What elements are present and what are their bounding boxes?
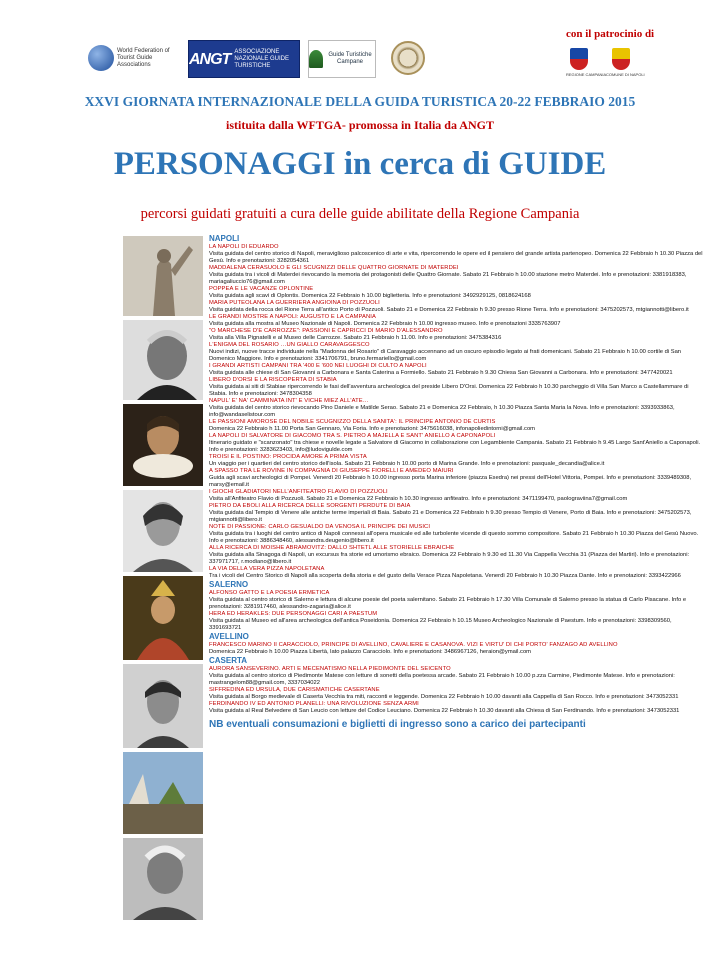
event-title: LA VIA DELLA VERA PIZZA NAPOLETANA (209, 566, 325, 572)
logo-strip (88, 40, 428, 80)
event-description: Visita alla Villa Pignatelli e al Museo delle Carrozze. Sabato 21 Febbraio h 11.00. Info e prenotazioni: 3475384316 (209, 335, 502, 341)
events-list (209, 234, 705, 731)
event-description: Domenica 22 Febbraio h 11.00 Porta San Gennaro, Via Foria. Info e prenotazioni: 3475616038, infonapoliedintorni@gmail.com (209, 426, 535, 432)
event-description: Domenica 22 Febbraio h 10.00 Piazza Libertà, lato palazzo Caracciolo. Info e prenotazioni: 3486967126, heraion@ymail.com (209, 649, 532, 655)
event-title: FERDINANDO IV ED ANTONIO PLANELLI: UNA RIVOLUZIONE SENZA ARMI (209, 701, 419, 707)
portrait-photo-2 (123, 404, 203, 486)
seal-icon (391, 41, 425, 75)
event-description: Visita guidata dal Tempio di Venere alle antiche terme imperiali di Baia. Sabato 21 e Domenica 22 Febbraio h 9.30 presso Tempio di Venere, Porto di Baia. Info e prenotazioni: 3475202573, mtgiannotti@libero.it (209, 510, 692, 523)
portrait-photo-5 (123, 838, 203, 920)
event-subheading: istituita dalla WFTGA- promossa in Italia da ANGT (226, 118, 494, 132)
event-description: Visita guidata del centro storico rievocando Pino Daniele e Matilde Serao. Sabato 21 e Domenica 22 Febbraio, h 10.30 Piazza Santa Maria la Nova. Info e prenotazioni: 3393933863, info@wandaselistour.com (209, 405, 675, 418)
event-title: AURORA SANSEVERINO. ARTI E MECENATISMO NELLA PIEDIMONTE DEL SEICENTO (209, 666, 451, 672)
angt-mark: ANGT (189, 50, 231, 68)
event-title: L'ENIGMA DEL ROSARIO …UN GIALLO CARAVAGGESCO (209, 342, 370, 348)
wftga-logo (88, 40, 180, 76)
event-title: TROISI E IL POSTINO: PROCIDA AMORE A PRIMA VISTA (209, 454, 367, 460)
event-title: I GRANDI ARTISTI CAMPANI TRA '400 E '600 NEI LUOGHI DI CULTO A NAPOLI (209, 363, 427, 369)
event-title: LE PASSIONI AMOROSE DEL NOBILE SCUGNIZZO DELLA SANITA': IL PRINCIPE ANTONIO DE CURTIS (209, 419, 496, 425)
regione-campania-crest-icon (570, 48, 588, 70)
event-title: LA NAPOLI DI EDUARDO (209, 244, 279, 250)
event-description: Visita guidata alla mostra al Museo Nazionale di Napoli. Domenica 22 Febbraio h 10.00 ingresso museo. Info e prenotazioni 3335763907 (209, 321, 561, 327)
event-description: Visita guidata al centro storico di Salerno e lettura di alcune poesie del poeta salernitano. Sabato 21 Febbraio h 17.30 Villa Comunale di Salerno presso la statua di Carlo Pisacane. Info e prenotazioni: 3281917460, alessandro-zagaria@alice.it (209, 597, 687, 610)
event-description: Visita guidata alla Sinagoga di Napoli, un excursus fra storie ed umorismo ebraico. Domenica 22 Febbraio h 9.30 ed 11.30 Via Cappella Vecchia 31 (Piazza dei Martiri). Info e prenotazioni: 337971717, r.modiano@libero.it (209, 552, 690, 565)
region-heading: CASERTA (209, 656, 248, 665)
event-title: NAPUL' E' NA' CAMMINATA INT' E VICHE MIEZ ALL'ATE… (209, 398, 369, 404)
event-title: LA NAPOLI DI SALVATORE DI GIACOMO TRA S. PIETRO A MAJELLA E SANT' ANIELLO A CAPONAPOLI (209, 433, 496, 439)
event-title: FRANCESCO MARINO II CARACCIOLO, PRINCIPE DI AVELLINO, CAVALIERE E CASANOVA. VIZI E VIRTU' DI CHI PORTO' FANZAGO AD AVELLINO (209, 642, 618, 648)
portrait-photo-3 (123, 490, 203, 572)
tree-icon (309, 50, 323, 68)
event-title: SIFFREDINA ED URSULA, DUE CARISMATICHE CASERTANE (209, 687, 380, 693)
event-description: Guida agli scavi archeologici di Pompei. Venerdì 20 Febbraio h 10.00 ingresso porta Marina inferiore (piazza Esedra) nei pressi dell'Hotel Vittoria, Pompei. Info e prenotazioni: 3339489308, marsy@email.it (209, 475, 692, 488)
comune-napoli-label: COMUNE DI NAPOLI (606, 72, 645, 77)
event-description: Un viaggio per i quartieri del centro storico dell'isola. Sabato 21 Febbraio h 10.00 porto di Marina Grande. Info e prenotazioni: pasquale_decandia@alice.it (209, 461, 605, 467)
angt-logo (188, 40, 300, 78)
footer-note: NB eventuali consumazioni e biglietti di ingresso sono a carico dei partecipanti (209, 719, 586, 730)
event-title: MARIA PUTEOLANA LA GUERRIERA ANGIOINA DI POZZUOLI (209, 300, 380, 306)
event-description: Visita guidata tra i vicoli di Materdei rievocando la memoria dei protagonisti delle Quattro Giornate. Sabato 21 Febbraio h 10.00 stazione metro Materdei. Info e prenotazioni: 3381918383, mariagaliuccio76@gmail.com (209, 272, 687, 285)
event-description: Visita guidata al Museo ed all'area archeologica dell'antica Poseidonia. Domenica 22 Febbraio h 10.15 Museo Archeologico Nazionale di Paestum. Info e prenotazioni: 3398309560, 3391693721 (209, 618, 672, 631)
landscape-photo (123, 752, 203, 834)
region-heading: AVELLINO (209, 632, 249, 641)
event-title: POPPEA E LE VACANZE OPLONTINE (209, 286, 314, 292)
patronage-label: con il patrocinio di (566, 28, 655, 40)
page-subtitle: percorsi guidati gratuiti a cura delle guide abilitate della Regione Campania (140, 206, 580, 222)
event-description: Itinerario guidato e "scanzonato" tra chiese e novelle legate a Salvatore di Giacomo in collaborazione con Legambiente Campania. Sabato 21 Febbraio h 9.45 Largo Sant'Aniello a Caponapoli. Info e prenotazioni: 3283623403, info@ludovigulde.com (209, 440, 701, 453)
event-heading: XXVI GIORNATA INTERNAZIONALE DELLA GUIDA TURISTICA 20-22 FEBBRAIO 2015 (84, 94, 636, 109)
event-title: ALLA RICERCA DI MOISHE ABRAMOVITZ: DALLO SHTETL ALLE STORIELLE EBRAICHE (209, 545, 455, 551)
seal-logo (388, 40, 428, 76)
event-title: A SPASSO TRA LE ROVINE IN COMPAGNIA DI GIUSEPPE FIORELLI E AMEDEO MAIURI (209, 468, 454, 474)
painting-photo (123, 576, 203, 660)
angt-logo-text: ASSOCIAZIONE NAZIONALE GUIDE TURISTICHE (234, 48, 290, 69)
event-description: Visita guidata del centro storico di Napoli, meraviglioso palcoscenico di arte e vita, ripercorrendo le opere ed il pensiero del grande artista partenopeo. Domenica 22 Febbraio h 10.30 Piazza del Gesù. Info e prenotazioni: 3282054361 (209, 251, 703, 264)
event-description: Visita guidata al Real Belvedere di San Leucio con letture del Codice Leuciano. Domenica 22 Febbraio h 10.30 davanti alla Chiesa di San Ferdinando. Info e prenotazioni: 3473052331 (209, 708, 680, 714)
event-title: I GIOCHI GLADIATORI NELL'ANFITEATRO FLAVIO DI POZZUOLI (209, 489, 388, 495)
event-description: Visita all'Anfiteatro Flavio di Pozzuoli. Sabato 21 e Domenica 22 Febbraio h 10.30 ingresso anfiteatro. Info e prenotazioni: 3471199470, paolograviina7@gmail.com (209, 496, 628, 502)
event-title: NOTE DI PASSIONE: CARLO GESUALDO DA VENOSA IL PRINCIPE DEI MUSICI (209, 524, 431, 530)
portrait-photo-1 (123, 320, 203, 400)
event-title: LE GRANDI MOSTRE A NAPOLI: AUGUSTO E LA CAMPANIA (209, 314, 376, 320)
region-heading: SALERNO (209, 580, 249, 589)
guide-campane-logo (308, 40, 376, 78)
event-description: Visita guidata al centro storico di Piedimonte Matese con letture di sonetti della poetessa arcade. Sabato 21 Febbraio h 10.00 p.zza Carmine, Piedimonte Matese. Info e prenotazioni: mastrangelom88@gmail.com, 3337034022 (209, 673, 675, 686)
event-title: MADDALENA CERASUOLO E GLI SCUGNIZZI DELLE QUATTRO GIORNATE DI MATERDEI (209, 265, 459, 271)
comune-napoli-crest-icon (612, 48, 630, 70)
event-description: Visita guidata della rocca del Rione Terra all'antico Porto di Pozzuoli. Sabato 21 e Domenica 22 Febbraio h 9.30 presso Rione Terra. Info e prenotazioni: 3475202573, mtgiannotti@libero.it (209, 307, 689, 313)
region-heading: NAPOLI (209, 234, 240, 243)
statue-photo (123, 236, 203, 316)
regione-campania-label: REGIONE CAMPANIA (566, 72, 607, 77)
event-description: Visita guidata ai siti di Stabiae ripercorrendo le fasi dell'avventura archeologica del preside Libero D'Orsi. Domenica 22 Febbraio h 10.30 parcheggio di Villa San Marco a Castellammare di Stabia. Info e prenotazioni: 3478304358 (209, 384, 689, 397)
patronage-logos (566, 48, 646, 84)
event-description: Visita guidata alle chiese di San Giovanni a Carbonara e Santa Caterina a Formiello. Sabato 21 Febbraio h 9.30 Chiesa San Giovanni a Carbonara. Info e prenotazioni: 3477420021 (209, 370, 673, 376)
guide-campane-logo-text: Guide Turistiche Campane (328, 52, 372, 65)
page-title: PERSONAGGI in cerca di GUIDE (113, 146, 607, 182)
event-description: Visita guidata al Borgo medievale di Caserta Vecchia tra miti, racconti e leggende. Domenica 22 Febbraio h 10.00 davanti alla Cappella di San Rocco. Info e prenotazioni: 3473052331 (209, 694, 679, 700)
globe-icon (88, 45, 114, 71)
event-title: LIBERO D'ORSI E LA RISCOPERTA DI STABIA (209, 377, 337, 383)
event-description: Nuovi indizi, nuove tracce individuate nella "Madonna del Rosario" di Caravaggio accennano ad un oscuro episodio legato ai frati domenicani. Sabato 21 Febbraio h 10.00 cortile di San Domenico Maggiore. Info e prenotazioni: 3341706791, bruno.fermariello@gmail.com (209, 349, 682, 362)
event-title: "O MARCHESE D'E CARROZZE": PASSIONI E CAPRICCI DI MARIO D'ALESSANDRO (209, 328, 443, 334)
wftga-logo-text: World Federation of Tourist Guide Associations (117, 47, 170, 68)
event-title: PIETRO DA EBOLI ALLA RICERCA DELLE SORGENTI PERDUTE DI BAIA (209, 503, 411, 509)
event-description: Visita guidata agli scavi di Oplontis. Domenica 22 Febbraio h 10.00 biglietteria. Info e prenotazioni: 3492929125, 0818624168 (209, 293, 531, 299)
event-description: Tra i vicoli del Centro Storico di Napoli alla scoperta della storia e del gusto della Verace Pizza Napoletana. Venerdì 20 Febbraio h 10.30 Piazza Dante. Info e prenotazioni: 3393422966 (209, 573, 681, 579)
event-description: Visita guidata tra i luoghi del centro antico di Napoli connessi all'opera musicale ed alle turbolente vicende di questo sommo compositore. Sabato 21 Febbraio h 10.30 Piazza del Gesù Nuovo. Info e prenotazioni: 3886348460, alessandra.deugenio@libero.it (209, 531, 699, 544)
event-title: ALFONSO GATTO E LA POESIA ERMETICA (209, 590, 330, 596)
portrait-photo-4 (123, 664, 203, 748)
event-title: HERA ED HERAKLES: DUE PERSONAGGI CARI A PAESTUM (209, 611, 378, 617)
